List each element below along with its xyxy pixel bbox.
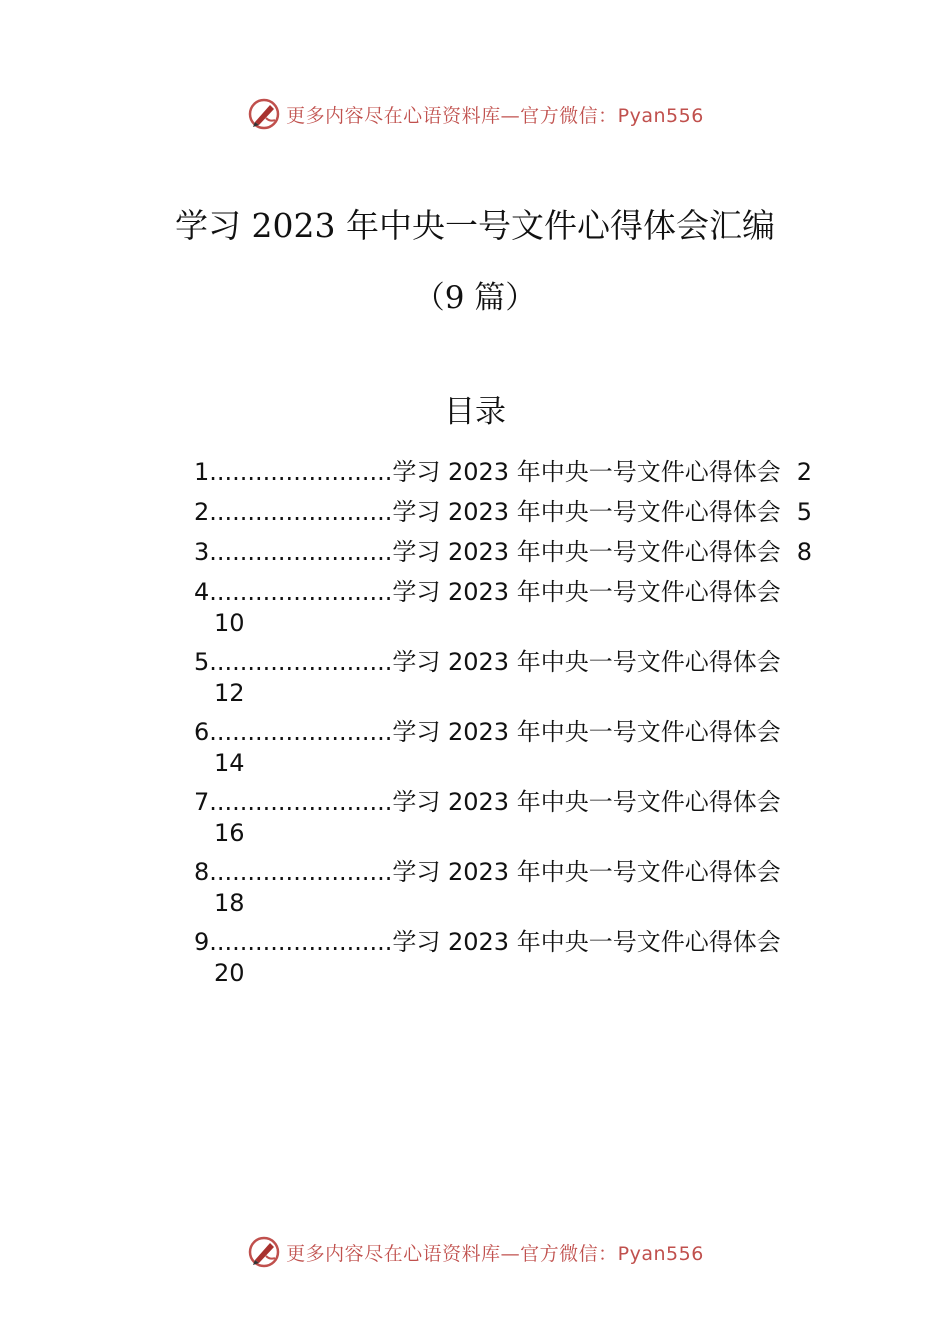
toc-item-page-number: 16: [214, 819, 245, 847]
header-banner-text: 更多内容尽在心语资料库—官方微信：Pyan556: [286, 104, 704, 127]
toc-item[interactable]: [194, 716, 854, 778]
pen-seal-icon: [246, 1234, 282, 1270]
toc-item-text: 4........................学习 2023 年中央一号文件心得体会: [194, 578, 781, 606]
pen-seal-icon: [246, 96, 282, 132]
footer-wechat-id: Pyan556: [617, 1242, 704, 1265]
toc-item-text: 5........................学习 2023 年中央一号文件心得体会: [194, 648, 781, 676]
toc-item[interactable]: [194, 926, 854, 988]
toc-item[interactable]: [194, 536, 854, 568]
document-subtitle: （9 篇）: [413, 280, 537, 316]
table-of-contents: [194, 456, 854, 996]
toc-item-text: 7........................学习 2023 年中央一号文件心得体会: [194, 788, 781, 816]
toc-item-text: 3........................学习 2023 年中央一号文件心得体会: [194, 538, 781, 566]
toc-item-page-number: 8: [796, 538, 812, 566]
toc-item[interactable]: [194, 456, 854, 488]
header-banner: [0, 94, 950, 134]
toc-item-text: 9........................学习 2023 年中央一号文件心得体会: [194, 928, 781, 956]
toc-item-text: 6........................学习 2023 年中央一号文件心得体会: [194, 718, 781, 746]
footer-banner: [0, 1232, 950, 1272]
toc-item[interactable]: [194, 496, 854, 528]
toc-item-page-number: 5: [796, 498, 812, 526]
toc-item-page-number: 18: [214, 889, 245, 917]
toc-item[interactable]: [194, 856, 854, 918]
toc-item-page-number: 2: [796, 458, 812, 486]
toc-item-text: 1........................学习 2023 年中央一号文件心得体会: [194, 458, 781, 486]
toc-item[interactable]: [194, 576, 854, 638]
toc-item-page-number: 14: [214, 749, 245, 777]
toc-item-page-number: 10: [214, 609, 245, 637]
toc-item[interactable]: [194, 646, 854, 708]
toc-item-page-number: 20: [214, 959, 245, 987]
toc-heading: 目录: [444, 394, 506, 430]
footer-banner-text: 更多内容尽在心语资料库—官方微信：Pyan556: [286, 1242, 704, 1265]
toc-item-page-number: 12: [214, 679, 245, 707]
toc-item[interactable]: [194, 786, 854, 848]
toc-item-text: 8........................学习 2023 年中央一号文件心得体会: [194, 858, 781, 886]
header-wechat-id: Pyan556: [617, 104, 704, 127]
document-title: 学习 2023 年中央一号文件心得体会汇编: [175, 206, 775, 245]
toc-item-text: 2........................学习 2023 年中央一号文件心得体会: [194, 498, 781, 526]
